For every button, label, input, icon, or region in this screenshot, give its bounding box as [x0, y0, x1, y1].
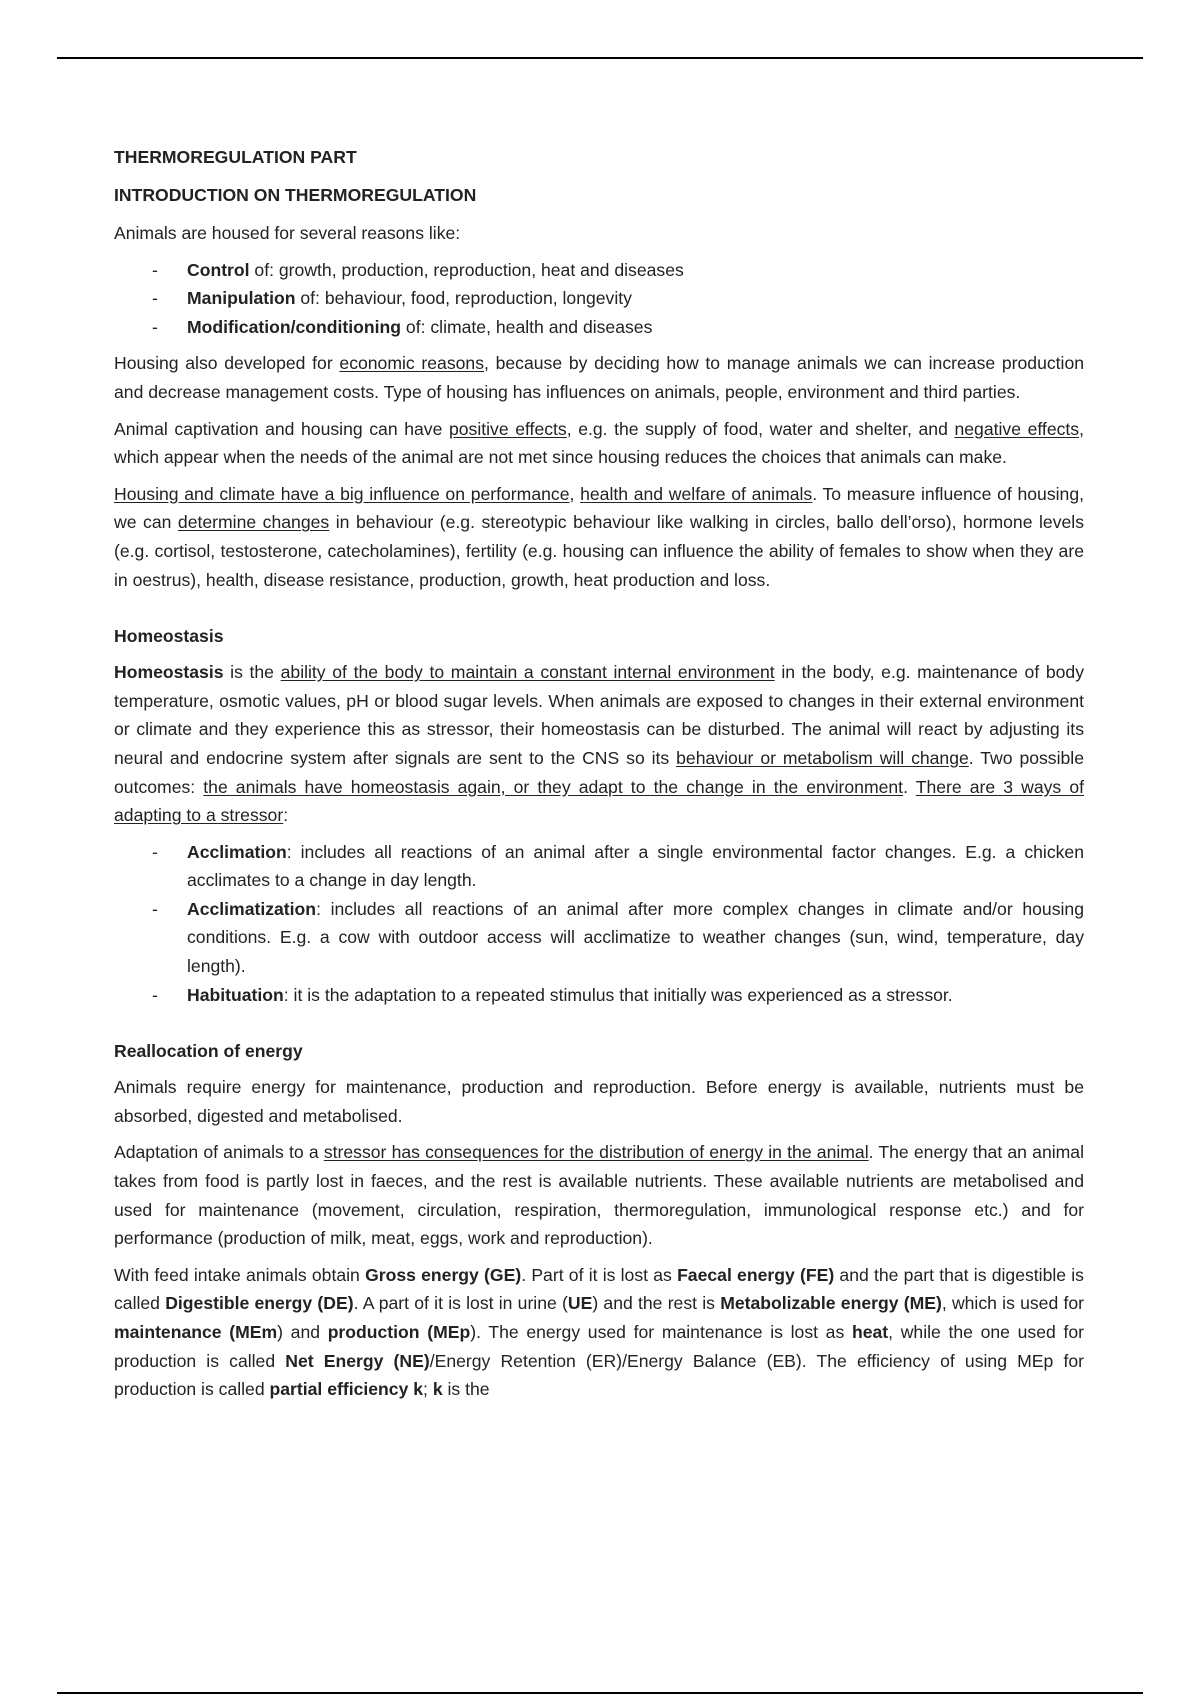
intro-lead: Animals are housed for several reasons like:	[114, 223, 461, 243]
list-term: Acclimatization	[187, 898, 317, 919]
paragraph: Housing and climate have a big influence on performance, health and welfare of animals. To measure influence of housing, we can determine changes in behaviour (e.g. stereotypic behaviour like walking in circles, ballo dell’orso), hormone levels (e.g. cortisol, testosterone, catecholamines), fertility (e.g. housing can influence the ability of females to show when they are in oestrus), health, disease resistance, production, growth, heat production and loss.	[114, 483, 1084, 590]
paragraph: Housing also developed for economic reasons, because by deciding how to manage animals we can increase production and decrease management costs. Type of housing has influences on animals, people, environment and third parties.	[114, 353, 1085, 402]
list-item: - Acclimation: includes all reactions of an animal after a single environmental factor changes. E.g. a chicken acclimates to a change in day length.	[114, 838, 1084, 895]
intro-heading: INTRODUCTION ON THERMOREGULATION	[114, 185, 477, 205]
header-rule	[57, 57, 1143, 59]
adaptation-ways-list	[114, 838, 1084, 1010]
list-item: - Habituation: it is the adaptation to a repeated stimulus that initially was experienced as a stressor.	[114, 981, 1084, 1010]
list-item: - Acclimatization: includes all reactions of an animal after more complex changes in climate and/or housing conditions. E.g. a cow with outdoor access will acclimatize to weather changes (sun, wind, temperature, day length).	[114, 895, 1084, 981]
paragraph: Homeostasis is the ability of the body to maintain a constant internal environment in the body, e.g. maintenance of body temperature, osmotic values, pH or blood sugar levels. When animals are exposed to changes in their external environment or climate and they experience this as stressor, their homeostasis can be disturbed. The animal will react by adjusting its neural and endocrine system after signals are sent to the CNS so its behaviour or metabolism will change. Two possible outcomes: the animals have homeostasis again, or they adapt to the change in the environment. There are 3 ways of adapting to a stressor:	[114, 662, 1085, 826]
list-term: Control	[187, 259, 250, 280]
paragraph: With feed intake animals obtain Gross energy (GE). Part of it is lost as Faecal energy (FE) and the part that is digestible is called Digestible energy (DE). A part of it is lost in urine (UE) and the rest is Metabolizable energy (ME), which is used for maintenance (MEm) and production (MEp). The energy used for maintenance is lost as heat, while the one used for production is called Net Energy (NE)/Energy Retention (ER)/Energy Balance (EB). The efficiency of using MEp for production is called partial efficiency k; k is the	[114, 1264, 1084, 1400]
housing-reasons-list	[114, 256, 1084, 342]
list-item: - Control of: growth, production, reproduction, heat and diseases	[114, 256, 1084, 285]
paragraph: Animal captivation and housing can have positive effects, e.g. the supply of food, water and shelter, and negative effects, which appear when the needs of the animal are not met since housing reduces the choices that animals can make.	[114, 418, 1084, 468]
document-body	[114, 143, 1084, 1412]
footer-rule	[57, 1692, 1143, 1694]
list-term: Manipulation	[187, 288, 296, 309]
list-term: Acclimation	[187, 841, 287, 862]
list-item: - Modification/conditioning of: climate, health and diseases	[114, 313, 1084, 342]
section-title: THERMOREGULATION PART	[114, 147, 357, 167]
paragraph: Animals require energy for maintenance, production and reproduction. Before energy is available, nutrients must be absorbed, digested and metabolised.	[114, 1077, 1084, 1126]
list-term: Habituation	[187, 984, 284, 1005]
homeostasis-heading: Homeostasis	[114, 626, 224, 647]
paragraph: Adaptation of animals to a stressor has consequences for the distribution of energy in the animal. The energy that an animal takes from food is partly lost in faeces, and the rest is available nutrients. These available nutrients are metabolised and used for maintenance (movement, circulation, respiration, thermoregulation, immunological response etc.) and for performance (production of milk, meat, eggs, work and reproduction).	[114, 1142, 1084, 1249]
list-term: Modification/conditioning	[187, 316, 402, 337]
list-item: - Manipulation of: behaviour, food, reproduction, longevity	[114, 284, 1084, 313]
reallocation-heading: Reallocation of energy	[114, 1041, 303, 1062]
